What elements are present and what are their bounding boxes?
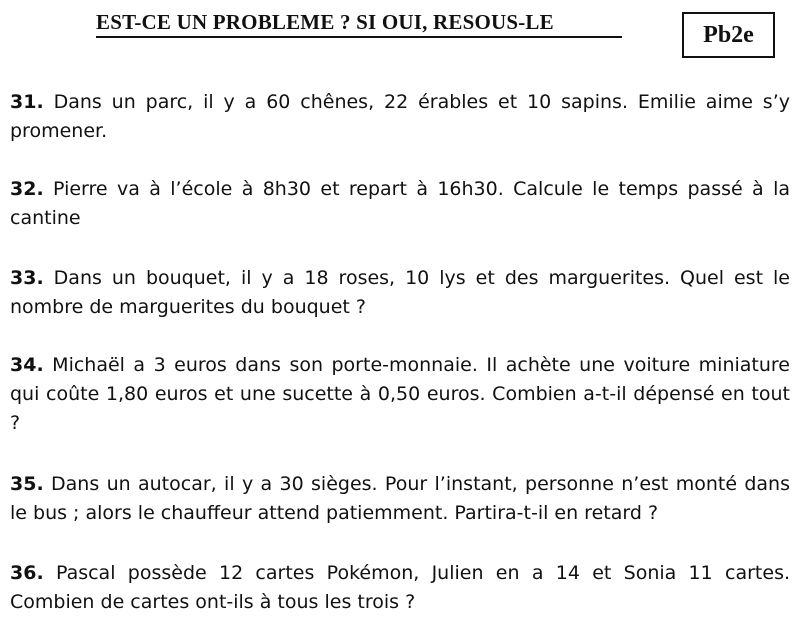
problem-text: Pascal possède 12 cartes Pokémon, Julien en a 14 et Sonia 11 cartes. Combien de cartes ont-ils à tous les trois ? xyxy=(10,562,791,613)
problem-text: Dans un bouquet, il y a 18 roses, 10 lys et des marguerites. Quel est le nombre de marguerites du bouquet ? xyxy=(10,267,790,318)
problem-number: 31. xyxy=(10,91,44,113)
problem-36 xyxy=(10,559,790,617)
problem-text: Pierre va à l’école à 8h30 et repart à 16h30. Calcule le temps passé à la cantine xyxy=(10,178,790,229)
problem-text: Dans un autocar, il y a 30 sièges. Pour l’instant, personne n’est monté dans le bus ; alors le chauffeur attend patiemment. Partira-t-il en retard ? xyxy=(10,473,790,524)
problem-31 xyxy=(10,88,790,146)
worksheet-code-badge: Pb2e xyxy=(682,12,775,58)
problem-33 xyxy=(10,264,790,322)
problem-number: 35. xyxy=(10,473,44,495)
problem-34 xyxy=(10,351,790,438)
problem-35 xyxy=(10,470,790,528)
problem-text: Dans un parc, il y a 60 chênes, 22 érables et 10 sapins. Emilie aime s’y promener. xyxy=(10,91,790,142)
problem-number: 32. xyxy=(10,178,44,200)
page-title: EST-CE UN PROBLEME ? SI OUI, RESOUS-LE xyxy=(96,10,554,34)
problem-32 xyxy=(10,175,790,233)
title-underline xyxy=(96,36,622,38)
problem-number: 33. xyxy=(10,267,44,289)
problem-number: 34. xyxy=(10,354,44,376)
problem-text: Michaël a 3 euros dans son porte-monnaie. Il achète une voiture miniature qui coûte 1,80 euros et une sucette à 0,50 euros. Combien a-t-il dépensé en tout ? xyxy=(10,354,790,434)
problem-number: 36. xyxy=(10,562,44,584)
